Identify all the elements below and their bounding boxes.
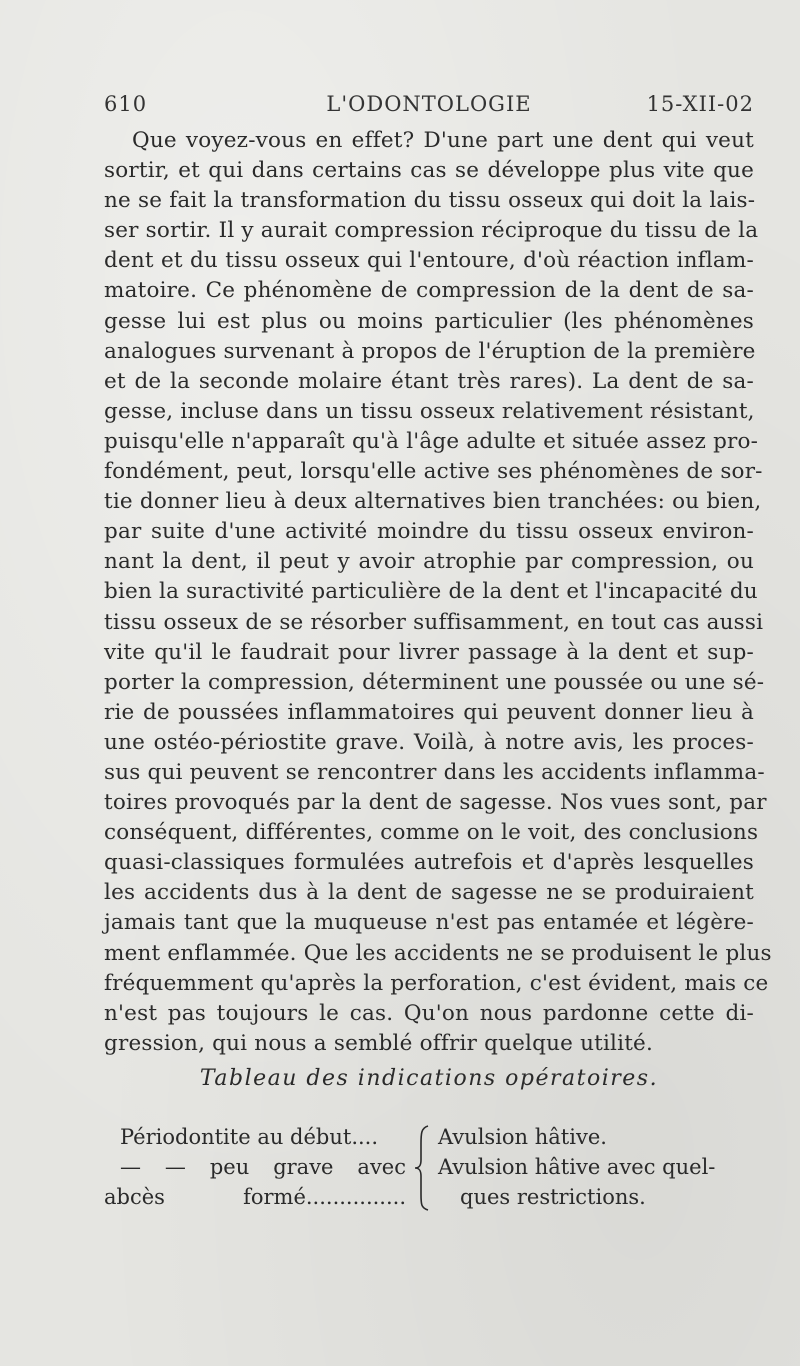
text-line: n'est pas toujours le cas. Qu'on nous pardonne cette di- bbox=[104, 1000, 754, 1026]
text-line: jamais tant que la muqueuse n'est pas entamée et légère- bbox=[104, 910, 754, 936]
text-line: et de la seconde molaire étant très rares). La dent de sa- bbox=[104, 368, 754, 394]
text-line: conséquent, différentes, comme on le voit, des conclusions bbox=[104, 820, 759, 846]
text-line: tie donner lieu à deux alternatives bien tranchées: ou bien, bbox=[104, 489, 762, 515]
text-line: dent et du tissu osseux qui l'entoure, d'où réaction inflam- bbox=[104, 248, 754, 274]
text-line: les accidents dus à la dent de sagesse ne se produiraient bbox=[104, 880, 754, 906]
indications-table bbox=[104, 1122, 754, 1222]
text-line: gesse lui est plus ou moins particulier (les phénomènes bbox=[104, 308, 754, 334]
section-title: Tableau des indications opératoires. bbox=[199, 1066, 659, 1091]
text-line: matoire. Ce phénomène de compression de la dent de sa- bbox=[104, 278, 754, 304]
table-treatment: Avulsion hâtive. bbox=[438, 1125, 607, 1149]
text-line: ne se fait la transformation du tissu osseux qui doit la lais- bbox=[104, 188, 756, 214]
text-line: fondément, peut, lorsqu'elle active ses phénomènes de sor- bbox=[104, 459, 763, 485]
text-line: rie de poussées inflammatoires qui peuvent donner lieu à bbox=[104, 699, 754, 725]
running-head bbox=[104, 92, 754, 122]
text-line: sortir, et qui dans certains cas se développe plus vite que bbox=[104, 158, 754, 184]
text-line: analogues survenant à propos de l'éruption de la première bbox=[104, 338, 756, 364]
text-line: porter la compression, déterminent une poussée ou une sé- bbox=[104, 669, 765, 695]
body-paragraph bbox=[104, 126, 772, 1059]
text-line: quasi-classiques formulées autrefois et d'après lesquelles bbox=[104, 850, 754, 876]
table-conditions-column bbox=[104, 1122, 406, 1212]
text-line: gression, qui nous a semblé offrir quelque utilité. bbox=[104, 1030, 654, 1056]
text-line: ment enflammée. Que les accidents ne se produisent le plus bbox=[104, 940, 772, 966]
text-line: vite qu'il le faudrait pour livrer passage à la dent et sup- bbox=[104, 639, 754, 665]
table-treatment: Avulsion hâtive avec quel- bbox=[438, 1155, 716, 1179]
text-line: bien la suractivité particulière de la dent et l'incapacité du bbox=[104, 579, 758, 605]
text-line: tissu osseux de se résorber suffisamment, en tout cas aussi bbox=[104, 609, 764, 635]
table-treatments-column bbox=[438, 1122, 754, 1212]
text-line: puisqu'elle n'apparaît qu'à l'âge adulte et située assez pro- bbox=[104, 428, 759, 454]
text-line: par suite d'une activité moindre du tissu osseux environ- bbox=[104, 519, 754, 545]
text-line: ser sortir. Il y aurait compression réciproque du tissu de la bbox=[104, 218, 759, 244]
table-treatment: ques restrictions. bbox=[460, 1185, 646, 1209]
curly-brace-icon bbox=[412, 1124, 434, 1212]
text-line: nant la dent, il peut y avoir atrophie par compression, ou bbox=[104, 549, 754, 575]
issue-date: 15-XII-02 bbox=[646, 92, 754, 116]
text-line: une ostéo-périostite grave. Voilà, à notre avis, les proces- bbox=[104, 729, 754, 755]
table-condition: Périodontite au début.... bbox=[120, 1125, 379, 1149]
table-condition: — — peu grave avec bbox=[120, 1155, 406, 1179]
text-line: sus qui peuvent se rencontrer dans les accidents inflamma- bbox=[104, 759, 765, 785]
page-number: 610 bbox=[104, 92, 148, 116]
table-condition: abcès formé............... bbox=[104, 1185, 406, 1209]
text-line: Que voyez-vous en effet? D'une part une dent qui veut bbox=[132, 128, 754, 153]
journal-title: L'ODONTOLOGIE bbox=[326, 92, 532, 116]
text-line: fréquemment qu'après la perforation, c'est évident, mais ce bbox=[104, 970, 769, 996]
text-line: toires provoqués par la dent de sagesse. Nos vues sont, par bbox=[104, 790, 767, 816]
text-line: gesse, incluse dans un tissu osseux relativement résistant, bbox=[104, 398, 755, 424]
